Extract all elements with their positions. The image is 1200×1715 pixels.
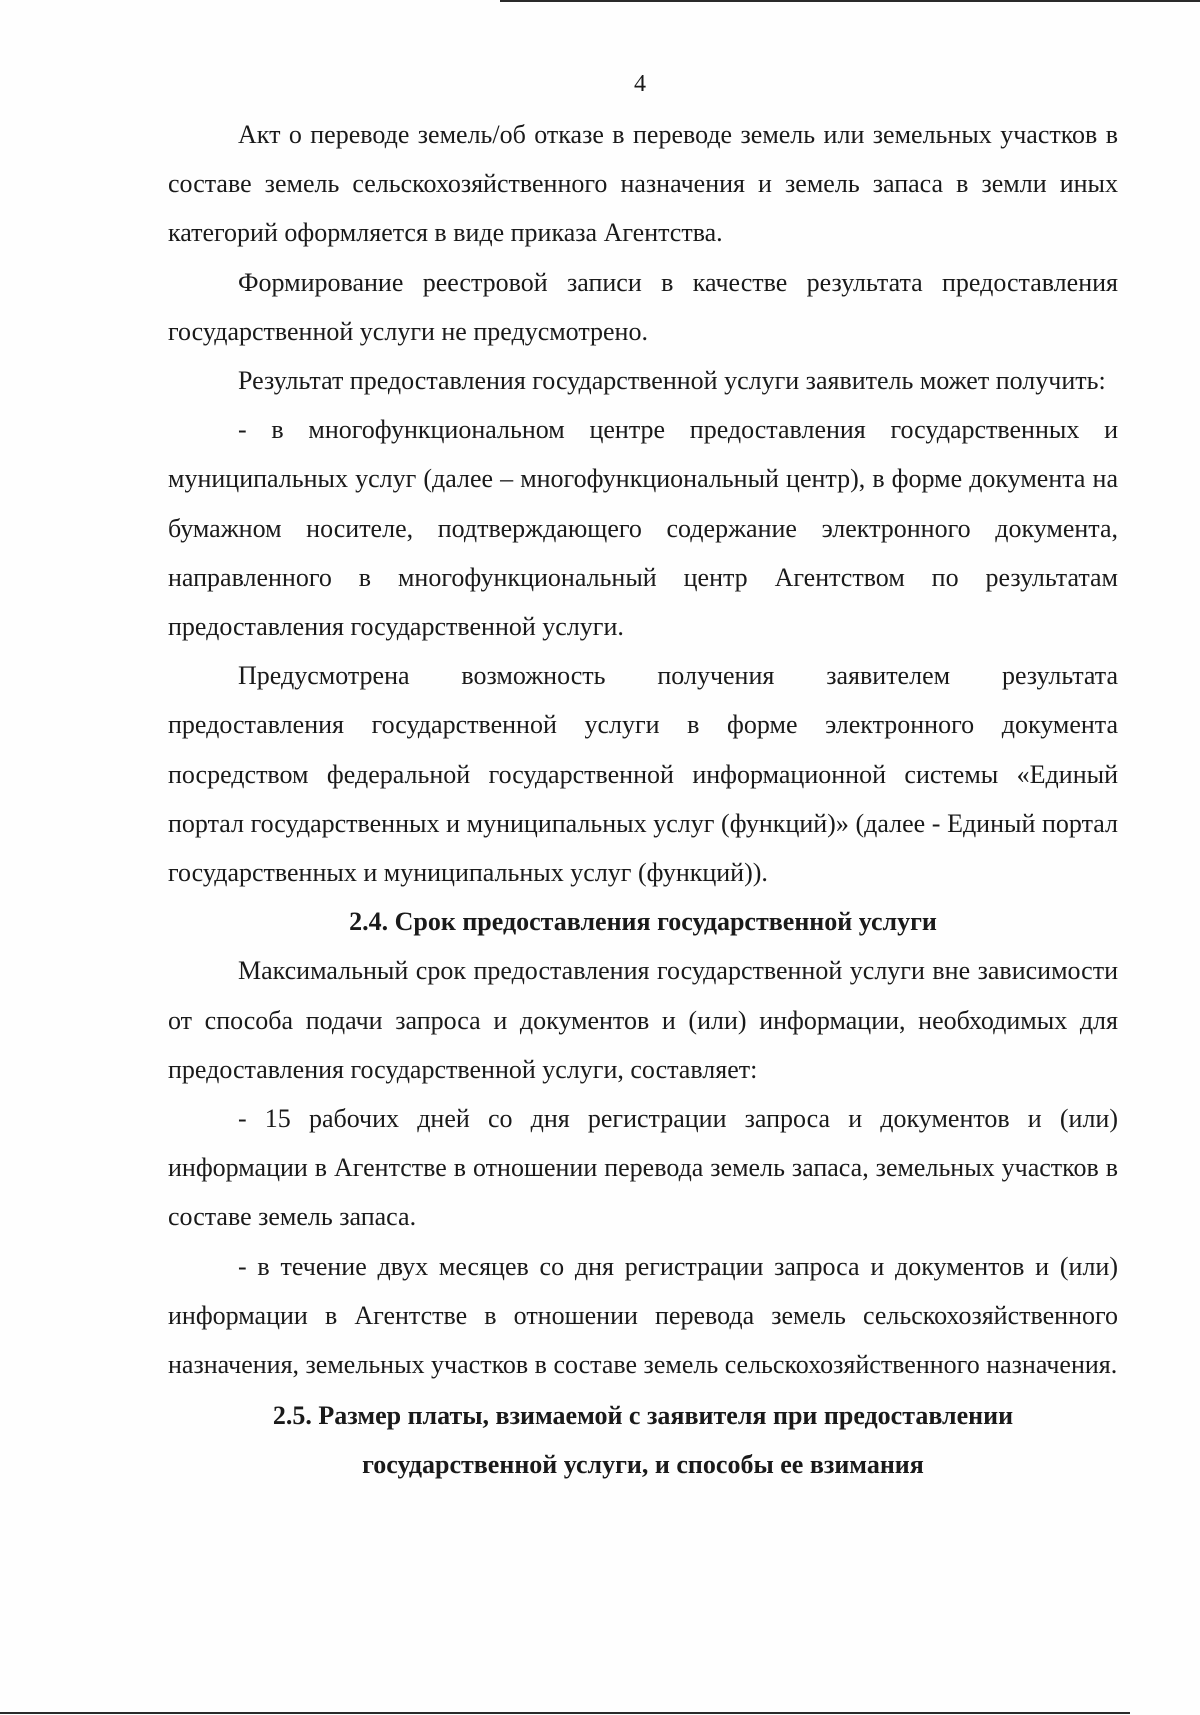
top-edge-rule bbox=[500, 0, 1200, 2]
paragraph-act-form: Акт о переводе земель/об отказе в переводе земель или земельных участков в составе земель сельскохозяйственного назначения и земель запаса в земли иных категорий оформляется в виде приказа Агентства. bbox=[168, 120, 1118, 248]
section-2-5-heading-line1: 2.5. Размер платы, взимаемой с заявителя при предоставлении bbox=[272, 1401, 1014, 1431]
paragraph-electronic-receipt: Предусмотрена возможность получения заявителем результата предоставления государственной услуги в форме электронного документа посредством федеральной государственной информационной системы «Единый портал государственных и муниципальных услуг (функций)» (далее - Единый портал государственных и муниципальных услуг (функций)). bbox=[168, 661, 1118, 888]
section-2-5-heading-line2: государственной услуги, и способы ее взимания bbox=[362, 1450, 924, 1480]
paragraph-registry-record: Формирование реестровой записи в качестве результата предоставления государственной услуги не предусмотрено. bbox=[168, 267, 1118, 346]
section-2-4-heading: 2.4. Срок предоставления государственной услуги bbox=[349, 907, 937, 937]
paragraph-term-reserve-lands: - 15 рабочих дней со дня регистрации запроса и документов и (или) информации в Агентстве в отношении перевода земель запаса, земельных участков в составе земель запаса. bbox=[168, 1104, 1118, 1232]
paragraph-mfc-receipt: - в многофункциональном центре предоставления государственных и муниципальных услуг (далее – многофункциональный центр), в форме документа на бумажном носителе, подтверждающего содержание электронного документа, направленного в многофункциональный центр Агентством по результатам предоставления государственной услуги. bbox=[168, 415, 1118, 642]
paragraph-result-receipt: Результат предоставления государственной услуги заявитель может получить: bbox=[238, 366, 1106, 396]
paragraph-term-agricultural-lands: - в течение двух месяцев со дня регистрации запроса и документов и (или) информации в Агентстве в отношении перевода земель сельскохозяйственного назначения, земельных участков в составе земель сельскохозяйственного назначения. bbox=[168, 1251, 1118, 1380]
paragraph-max-term: Максимальный срок предоставления государственной услуги вне зависимости от способа подачи запроса и документов и (или) информации, необходимых для предоставления государственной услуги, составляет: bbox=[168, 956, 1118, 1084]
bottom-edge-rule bbox=[0, 1712, 1130, 1714]
document-body bbox=[168, 110, 1118, 1490]
page-number: 4 bbox=[634, 71, 646, 97]
